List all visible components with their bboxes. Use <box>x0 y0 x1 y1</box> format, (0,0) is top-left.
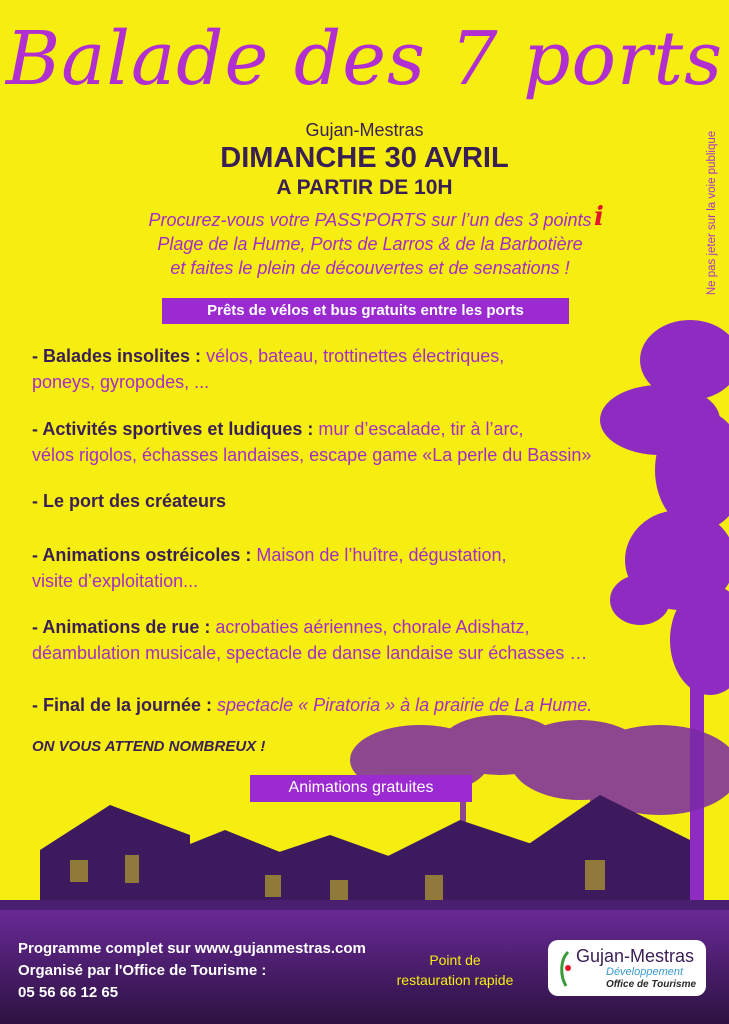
tourism-office-logo <box>548 940 706 996</box>
activity-item <box>32 692 712 718</box>
activity-detail: déambulation musicale, spectacle de danse landaise sur échasses … <box>32 643 588 663</box>
activity-detail: mur d’escalade, tir à l’arc, <box>313 419 524 439</box>
food-point <box>380 950 530 990</box>
logo-mark-icon <box>558 950 572 988</box>
activity-detail: acrobaties aériennes, chorale Adishatz, <box>210 617 530 637</box>
call-to-action: ON VOUS ATTEND NOMBREUX ! <box>32 738 266 755</box>
intro-line-3: et faites le plein de découvertes et de sensations ! <box>170 258 570 278</box>
organizer-line: Organisé par l'Office de Tourisme : <box>18 962 267 979</box>
activity-detail: visite d’exploitation... <box>32 571 199 591</box>
transport-banner: Prêts de vélos et bus gratuits entre les ports <box>162 298 569 324</box>
intro-text <box>60 208 680 280</box>
phone-number: 05 56 66 12 65 <box>18 984 119 1001</box>
activity-detail: vélos, bateau, trottinettes électriques, <box>201 346 505 366</box>
town-name: Gujan-Mestras <box>305 120 424 140</box>
free-animations-banner: Animations gratuites <box>250 775 472 802</box>
side-notice <box>704 108 720 318</box>
program-line <box>18 938 366 960</box>
side-notice-text: Ne pas jeter sur la voie publique <box>706 130 718 296</box>
food-line-1: Point de <box>429 952 481 968</box>
logo-subtitle-2: Office de Tourisme <box>606 979 697 990</box>
logo-subtitle-1: Développement <box>606 966 684 978</box>
activity-item <box>32 343 712 395</box>
activity-item <box>32 488 712 514</box>
activity-detail: vélos rigolos, échasses landaises, escape game «La perle du Bassin» <box>32 445 592 465</box>
activity-label: - Animations ostréicoles : <box>32 545 252 565</box>
intro-line-2: Plage de la Hume, Ports de Larros & de la Barbotière <box>157 234 583 254</box>
activity-label: - Final de la journée : <box>32 695 213 715</box>
activity-detail: Maison de l’huître, dégustation, <box>251 545 507 565</box>
program-prefix: Programme complet sur <box>18 940 195 957</box>
activity-detail: poneys, gyropodes, ... <box>32 372 210 392</box>
website-link[interactable]: www.gujanmestras.com <box>194 940 366 957</box>
activity-item <box>32 416 712 468</box>
activity-label: - Activités sportives et ludiques : <box>32 419 314 439</box>
info-point-icon: i <box>594 202 604 232</box>
logo-name: Gujan-Mestras <box>576 946 695 966</box>
footer-info <box>18 938 366 1004</box>
event-date: DIMANCHE 30 AVRIL <box>220 142 509 174</box>
activity-label: - Animations de rue : <box>32 617 211 637</box>
activity-label: - Balades insolites : <box>32 346 202 366</box>
poster-title: Balade des 7 ports <box>5 16 724 102</box>
food-line-2: restauration rapide <box>396 972 514 988</box>
activity-label: - Le port des créateurs <box>32 491 227 511</box>
intro-line-1: Procurez-vous votre PASS'PORTS sur l’un des 3 points <box>148 210 592 230</box>
activity-item <box>32 614 712 666</box>
activity-detail: spectacle « Piratoria » à la prairie de La Hume. <box>212 695 593 715</box>
activity-item <box>32 542 712 594</box>
event-time: A PARTIR DE 10H <box>276 176 453 199</box>
